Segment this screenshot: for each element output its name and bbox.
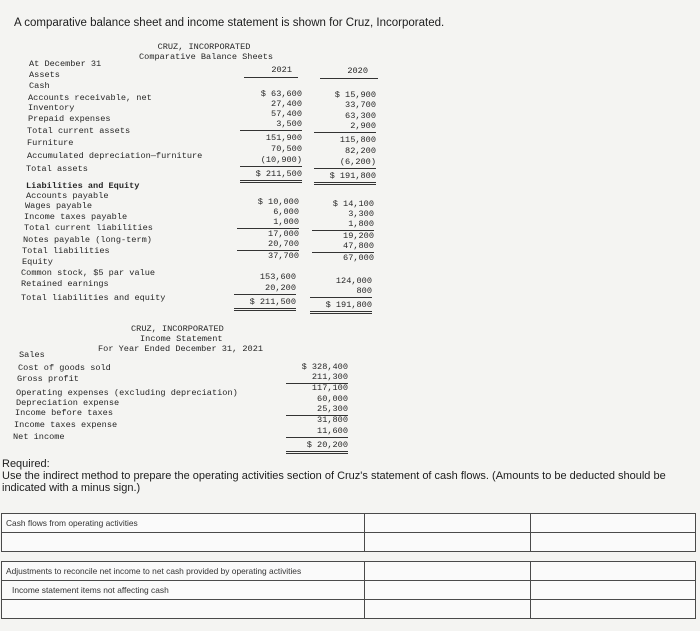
row-2020-value: 800 bbox=[310, 286, 372, 298]
label-input-cell[interactable] bbox=[2, 533, 365, 552]
row-label: Prepaid expenses bbox=[28, 114, 111, 124]
amount-cell[interactable] bbox=[365, 514, 531, 533]
row-label: Income taxes expense bbox=[14, 420, 118, 430]
table-row bbox=[2, 514, 696, 533]
table-row bbox=[2, 533, 696, 552]
row-2021-value: (10,900) bbox=[240, 155, 302, 167]
row-value: 117,100 bbox=[311, 383, 348, 393]
table-row bbox=[2, 562, 696, 581]
row-2020-value: 3,300 bbox=[348, 209, 374, 219]
row-label: Accounts receivable, net bbox=[28, 93, 152, 103]
row-label: Furniture bbox=[27, 138, 74, 148]
row-2021-value: 27,400 bbox=[271, 99, 302, 109]
balance-sheet-date-label: At December 31 bbox=[29, 59, 102, 69]
table-gap-row bbox=[2, 552, 696, 562]
required-text: Use the indirect method to prepare the operating activities section of Cruz's statement of cash flows. bbox=[2, 470, 489, 482]
row-label: Total assets bbox=[26, 164, 88, 174]
row-2021-value: 20,200 bbox=[234, 283, 296, 295]
row-label: Total current liabilities bbox=[24, 223, 153, 233]
balance-sheet-title: Comparative Balance Sheets bbox=[139, 52, 274, 62]
amount-cell[interactable] bbox=[365, 533, 531, 552]
row-2021-value: $ 211,500 bbox=[240, 169, 302, 183]
row-label: Accounts payable bbox=[26, 191, 109, 201]
cash-flow-answer-table bbox=[1, 513, 696, 619]
row-2021-value: $ 10,000 bbox=[257, 197, 299, 207]
amount-cell[interactable] bbox=[365, 600, 531, 619]
row-label: Cost of goods sold bbox=[18, 363, 111, 373]
balance-sheet-company: CRUZ, INCORPORATED bbox=[157, 42, 251, 52]
row-2020-value: 124,000 bbox=[335, 276, 372, 286]
amount-cell[interactable] bbox=[530, 533, 696, 552]
row-label: Net income bbox=[13, 432, 65, 442]
row-value: 60,000 bbox=[317, 394, 348, 404]
amount-cell[interactable] bbox=[530, 600, 696, 619]
row-2021-value: 37,700 bbox=[268, 251, 299, 261]
row-2020-value: 1,800 bbox=[312, 219, 374, 231]
row-2020-value: 82,200 bbox=[345, 146, 376, 156]
row-label: Income taxes payable bbox=[24, 212, 128, 222]
row-2021-value: 1,000 bbox=[237, 217, 299, 229]
row-label: Wages payable bbox=[25, 201, 93, 211]
row-label: Sales bbox=[19, 350, 45, 360]
row-2021-value: $ 211,500 bbox=[234, 297, 296, 311]
equity-heading: Equity bbox=[22, 257, 53, 267]
liabilities-equity-heading: Liabilities and Equity bbox=[26, 181, 140, 191]
intro-text: A comparative balance sheet and income statement is shown for Cruz, Incorporated. bbox=[14, 17, 445, 29]
row-label: Cash bbox=[29, 81, 50, 91]
year-2020-header: 2020 bbox=[347, 66, 368, 76]
assets-heading: Assets bbox=[29, 70, 60, 80]
year-2021-header: 2021 bbox=[271, 65, 292, 75]
label-input-cell[interactable] bbox=[2, 600, 365, 619]
amount-cell[interactable] bbox=[365, 581, 531, 600]
row-value: 31,800 bbox=[317, 415, 348, 425]
amount-cell[interactable] bbox=[365, 562, 531, 581]
row-label: Accumulated depreciation—furniture bbox=[27, 151, 203, 161]
income-statement-company: CRUZ, INCORPORATED bbox=[131, 324, 224, 334]
row-value: $ 328,400 bbox=[301, 362, 348, 372]
amount-cell[interactable] bbox=[530, 581, 696, 600]
table-row bbox=[2, 600, 696, 619]
required-heading: Required: bbox=[2, 458, 50, 470]
income-statement-title: Income Statement bbox=[140, 334, 223, 344]
row-2020-value: 2,900 bbox=[314, 121, 376, 133]
row-value: 11,600 bbox=[286, 426, 348, 438]
amount-cell[interactable] bbox=[530, 514, 696, 533]
row-2020-value: $ 191,800 bbox=[310, 300, 372, 314]
row-2021-value: 151,900 bbox=[265, 133, 302, 143]
row-2020-value: 63,300 bbox=[345, 111, 376, 121]
row-2020-value: $ 191,800 bbox=[314, 171, 376, 185]
amount-cell[interactable] bbox=[530, 562, 696, 581]
row-2020-value: $ 15,900 bbox=[334, 90, 376, 100]
required-instruction: (Amounts to be deducted should be indicated with a minus sign.) bbox=[2, 470, 666, 494]
row-label: Operating expenses (excluding depreciation) bbox=[16, 388, 238, 398]
row-2020-value: 33,700 bbox=[345, 100, 376, 110]
row-label: Depreciation expense bbox=[16, 398, 120, 408]
row-2020-value: 47,800 bbox=[312, 241, 374, 253]
required-section bbox=[2, 458, 682, 494]
row-2021-value: 17,000 bbox=[268, 229, 299, 239]
row-2021-value: 153,600 bbox=[259, 272, 296, 282]
row-2020-value: 19,200 bbox=[343, 231, 374, 241]
row-label: Common stock, $5 par value bbox=[21, 268, 156, 278]
row-2021-value: $ 63,600 bbox=[260, 89, 302, 99]
row-2021-value: 3,500 bbox=[240, 119, 302, 131]
row-label: Total current assets bbox=[27, 126, 131, 136]
row-label: Total liabilities bbox=[22, 246, 110, 256]
row-2021-value: 70,500 bbox=[271, 144, 302, 154]
row-label: Inventory bbox=[28, 103, 75, 113]
row-2021-value: 20,700 bbox=[237, 239, 299, 251]
row-label: Total liabilities and equity bbox=[21, 293, 166, 303]
row-2020-value: 67,000 bbox=[343, 253, 374, 263]
row-label: Notes payable (long-term) bbox=[23, 235, 152, 245]
row-value: 25,300 bbox=[286, 404, 348, 416]
row-2020-value: (6,200) bbox=[314, 157, 376, 169]
row-2021-value: 6,000 bbox=[273, 207, 299, 217]
cash-flows-header: Cash flows from operating activities bbox=[2, 514, 365, 533]
table-row bbox=[2, 581, 696, 600]
row-label: Gross profit bbox=[17, 374, 79, 384]
row-2020-value: 115,800 bbox=[339, 135, 376, 145]
income-statement-period: For Year Ended December 31, 2021 bbox=[98, 344, 264, 354]
adjustments-label: Adjustments to reconcile net income to net cash provided by operating activities bbox=[2, 562, 365, 581]
row-label: Income before taxes bbox=[15, 408, 113, 418]
row-2021-value: 57,400 bbox=[271, 109, 302, 119]
noncash-items-label: Income statement items not affecting cash bbox=[2, 581, 365, 600]
row-value: $ 20,200 bbox=[286, 440, 348, 454]
row-label: Retained earnings bbox=[21, 279, 109, 289]
row-2020-value: $ 14,100 bbox=[332, 199, 374, 209]
row-value: 211,300 bbox=[286, 372, 348, 384]
